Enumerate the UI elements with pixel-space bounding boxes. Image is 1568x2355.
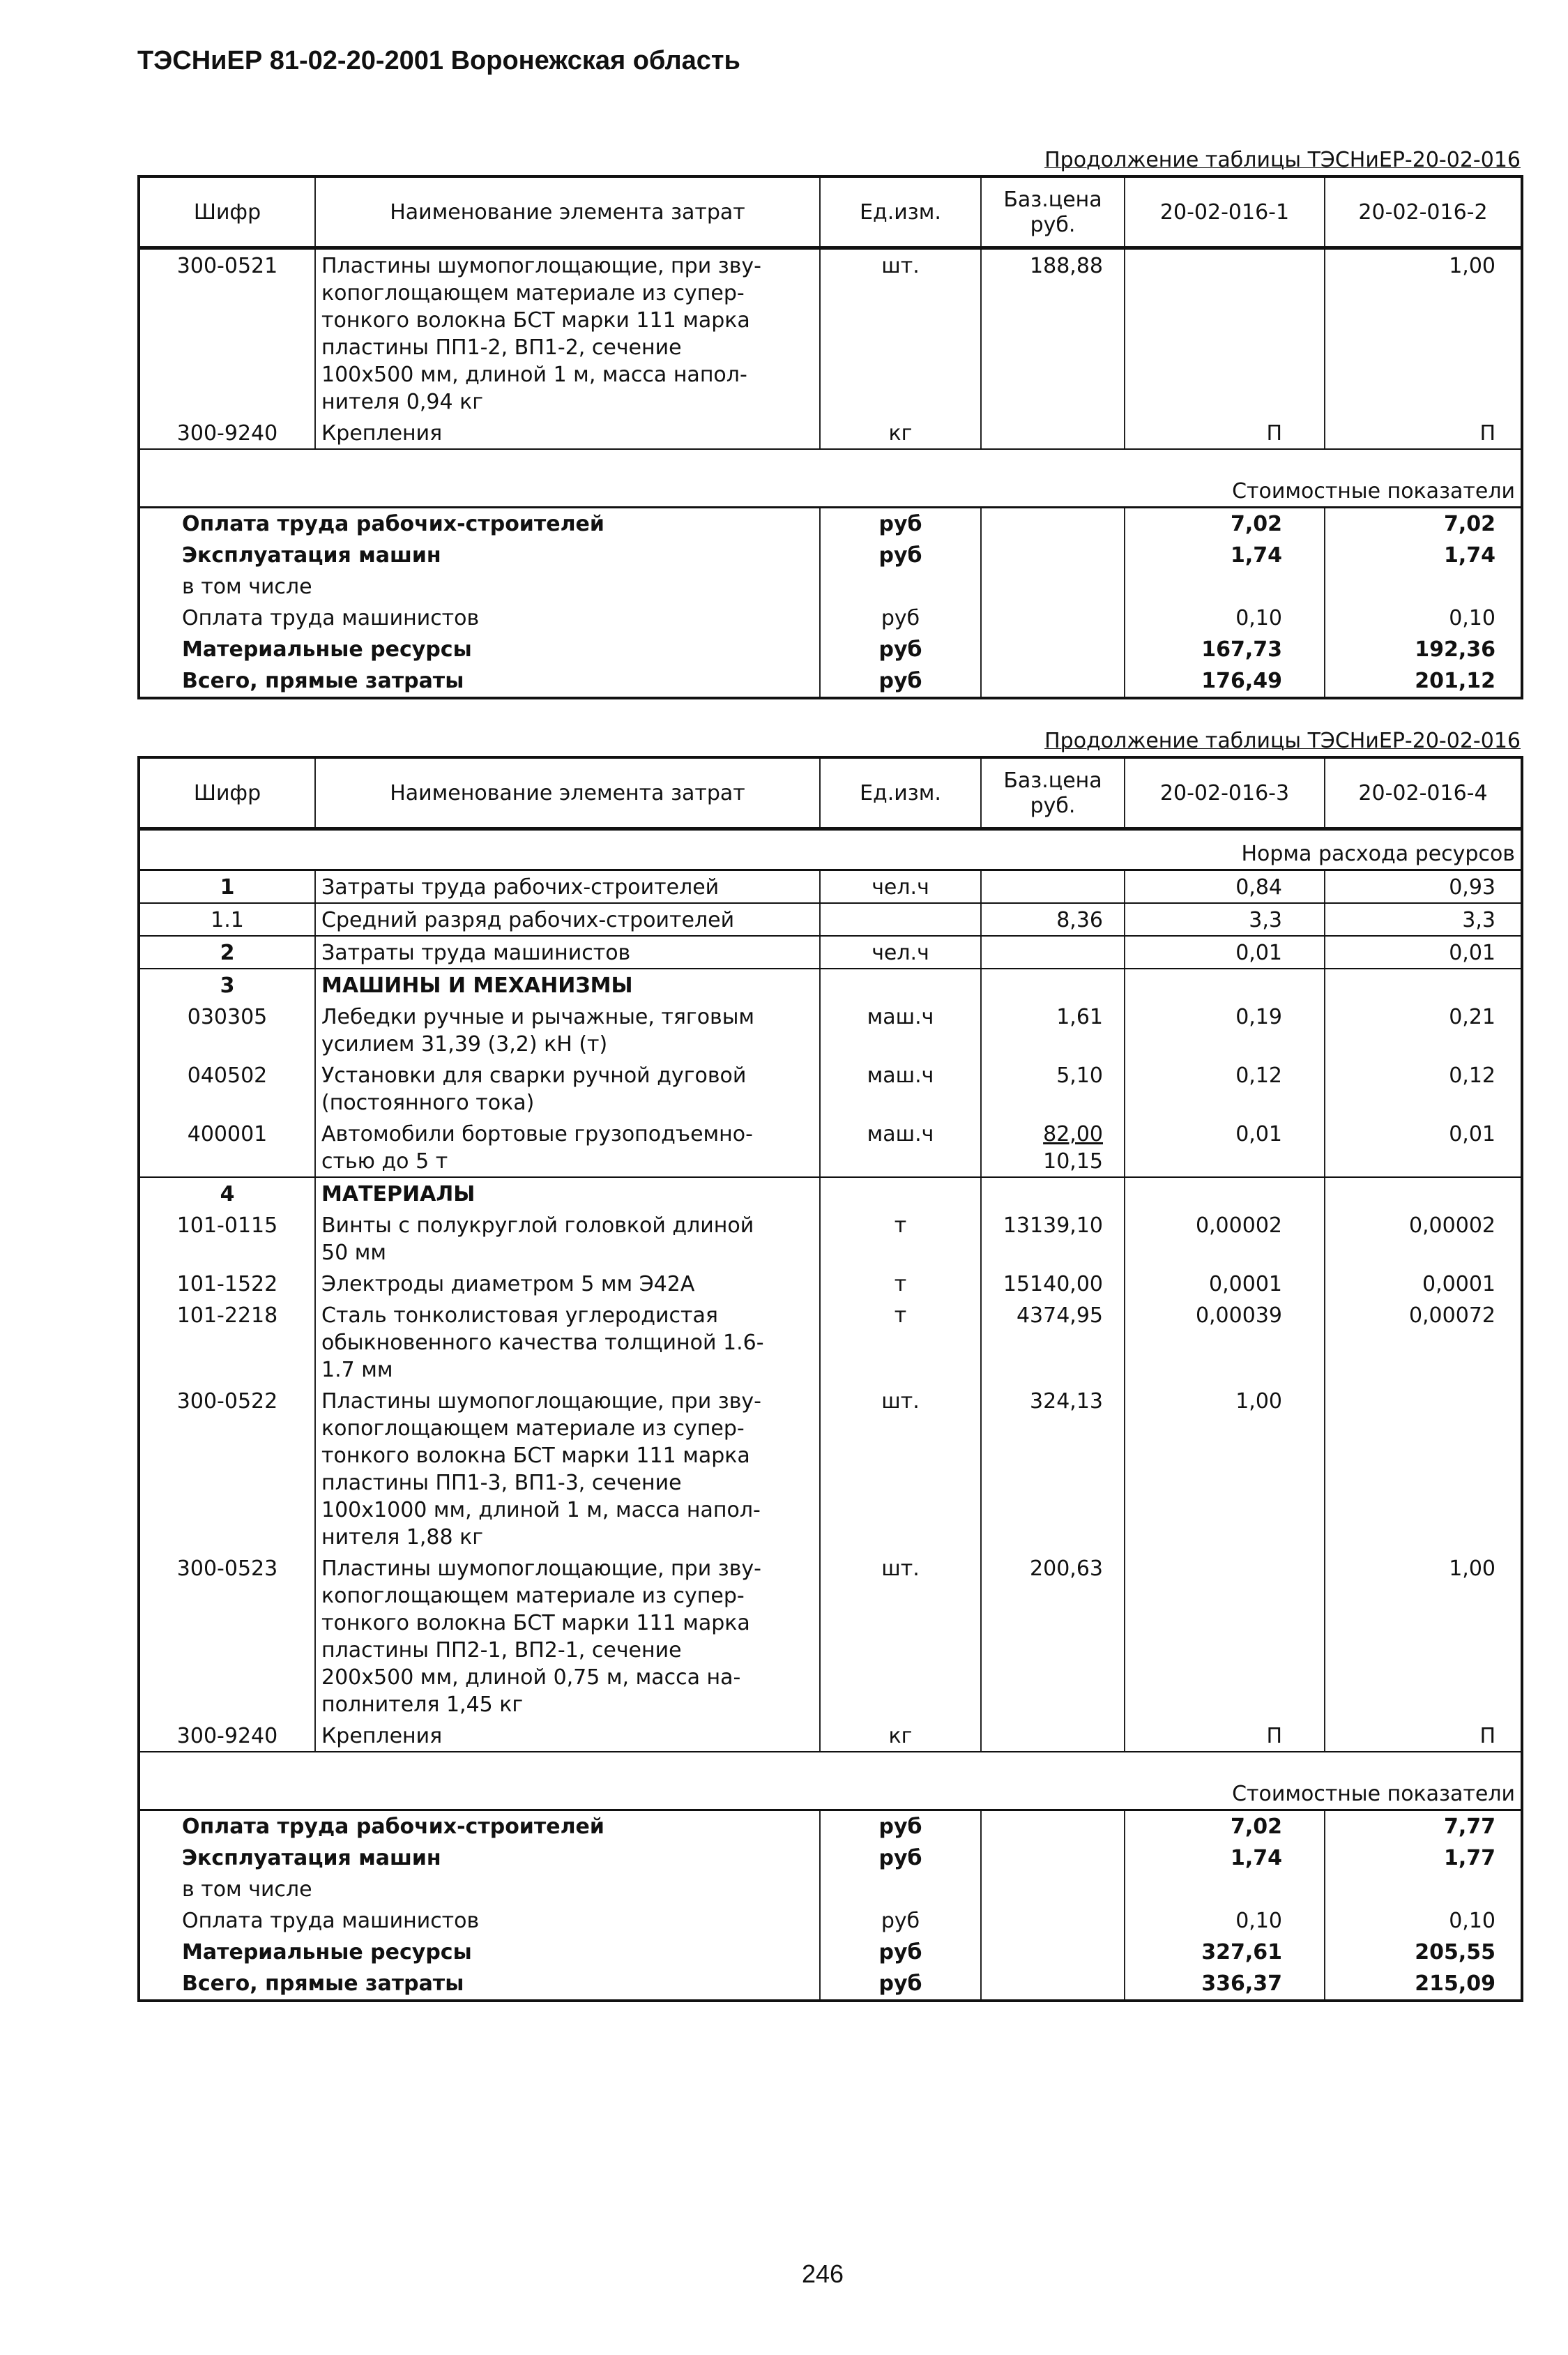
table-row	[139, 1059, 1522, 1118]
cost-value-1: 1,74	[1125, 1842, 1325, 1874]
price-value: 15140,00	[1003, 1272, 1103, 1296]
row-price	[981, 969, 1125, 1001]
cost-empty	[981, 634, 1125, 665]
row-value-2	[1325, 1177, 1522, 1209]
row-value-2: 0,93	[1325, 870, 1522, 904]
header-price: Баз.цена руб.	[981, 757, 1125, 829]
row-unit	[820, 903, 981, 936]
row-code: 300-0523	[139, 1552, 315, 1720]
cost-value-2: 0,10	[1325, 1905, 1522, 1937]
row-value-2: 0,01	[1325, 936, 1522, 969]
table-row	[139, 1720, 1522, 1752]
cost-value-2: 1,77	[1325, 1842, 1522, 1874]
cost-name: Эксплуатация машин	[139, 540, 820, 571]
row-value-2: 0,01	[1325, 1118, 1522, 1177]
row-value-1	[1125, 1552, 1325, 1720]
cost-value-2: 205,55	[1325, 1937, 1522, 1968]
section-label: Норма расхода ресурсов	[139, 829, 1522, 870]
header-name: Наименование элемента затрат	[315, 176, 820, 248]
row-price	[981, 1385, 1125, 1552]
price-value: 1,61	[1056, 1005, 1103, 1029]
cost-row	[139, 571, 1522, 603]
header-code: Шифр	[139, 176, 315, 248]
cost-value-1: 327,61	[1125, 1937, 1325, 1968]
row-value-1: П	[1125, 1720, 1325, 1752]
row-value-2: 0,00072	[1325, 1299, 1522, 1385]
row-code: 2	[139, 936, 315, 969]
row-value-2: 0,21	[1325, 1001, 1522, 1059]
row-value-1: 0,01	[1125, 1118, 1325, 1177]
cost-empty	[981, 1905, 1125, 1937]
row-value-1	[1125, 969, 1325, 1001]
cost-value-1	[1125, 571, 1325, 603]
row-unit	[820, 969, 981, 1001]
row-name: МАШИНЫ И МЕХАНИЗМЫ	[315, 969, 820, 1001]
row-value-1	[1125, 1177, 1325, 1209]
cost-value-1: 1,74	[1125, 540, 1325, 571]
cost-unit	[820, 1874, 981, 1905]
row-value-1: 0,19	[1125, 1001, 1325, 1059]
row-value-2: П	[1325, 1720, 1522, 1752]
row-code: 300-9240	[139, 417, 315, 449]
cost-empty	[981, 1937, 1125, 1968]
row-price	[981, 1209, 1125, 1268]
header-price: Баз.цена руб.	[981, 176, 1125, 248]
cost-section-label: Стоимостные показатели	[139, 1752, 1522, 1810]
section-row	[139, 829, 1522, 870]
row-name: Крепления	[315, 1720, 820, 1752]
cost-row	[139, 540, 1522, 571]
header-norm-code: 20-02-016-1	[1125, 176, 1325, 248]
cost-value-1: 167,73	[1125, 634, 1325, 665]
row-name: Затраты труда машинистов	[315, 936, 820, 969]
page-number: 246	[802, 2259, 844, 2288]
price-value: 82,00	[1043, 1122, 1103, 1146]
cost-empty	[981, 1874, 1125, 1905]
row-code: 101-1522	[139, 1268, 315, 1299]
row-code: 101-0115	[139, 1209, 315, 1268]
price-value: 200,63	[1030, 1557, 1103, 1581]
table-row	[139, 1209, 1522, 1268]
row-code: 1.1	[139, 903, 315, 936]
header-norm-code: 20-02-016-2	[1325, 176, 1522, 248]
price-value: 4374,95	[1016, 1303, 1103, 1328]
row-price	[981, 1268, 1125, 1299]
cost-empty	[981, 508, 1125, 540]
row-code: 1	[139, 870, 315, 904]
header-norm-code: 20-02-016-3	[1125, 757, 1325, 829]
price-value-2: 10,15	[1043, 1149, 1103, 1174]
cost-unit: руб	[820, 540, 981, 571]
cost-value-2: 7,02	[1325, 508, 1522, 540]
row-price	[981, 870, 1125, 904]
cost-row	[139, 665, 1522, 698]
row-value-2: 3,3	[1325, 903, 1522, 936]
cost-row	[139, 1842, 1522, 1874]
row-value-1: 0,01	[1125, 936, 1325, 969]
cost-name: Всего, прямые затраты	[139, 1968, 820, 2001]
row-unit	[820, 1177, 981, 1209]
cost-empty	[981, 1810, 1125, 1843]
row-code: 4	[139, 1177, 315, 1209]
row-unit: кг	[820, 417, 981, 449]
cost-section-label: Стоимостные показатели	[139, 449, 1522, 508]
cost-value-2	[1325, 571, 1522, 603]
header-row	[139, 757, 1522, 829]
cost-unit: руб	[820, 634, 981, 665]
cost-name: Оплата труда рабочих-строителей	[139, 1810, 820, 1843]
table-row	[139, 903, 1522, 936]
cost-value-1: 336,37	[1125, 1968, 1325, 2001]
row-code: 101-2218	[139, 1299, 315, 1385]
row-value-1: П	[1125, 417, 1325, 449]
cost-value-2: 215,09	[1325, 1968, 1522, 2001]
table-row	[139, 1177, 1522, 1209]
cost-unit: руб	[820, 1810, 981, 1843]
cost-name: в том числе	[139, 1874, 820, 1905]
cost-name: Эксплуатация машин	[139, 1842, 820, 1874]
header-name: Наименование элемента затрат	[315, 757, 820, 829]
row-unit: чел.ч	[820, 936, 981, 969]
row-unit: маш.ч	[820, 1001, 981, 1059]
cost-unit	[820, 571, 981, 603]
cost-value-1: 7,02	[1125, 1810, 1325, 1843]
cost-empty	[981, 1968, 1125, 2001]
cost-value-1: 0,10	[1125, 603, 1325, 634]
header-norm-code: 20-02-016-4	[1325, 757, 1522, 829]
row-price	[981, 1552, 1125, 1720]
cost-row	[139, 508, 1522, 540]
cost-unit: руб	[820, 508, 981, 540]
row-unit: т	[820, 1268, 981, 1299]
row-name: Электроды диаметром 5 мм Э42А	[315, 1268, 820, 1299]
row-price	[981, 1001, 1125, 1059]
row-value-1: 0,00002	[1125, 1209, 1325, 1268]
header-unit: Ед.изм.	[820, 757, 981, 829]
row-value-2: 0,12	[1325, 1059, 1522, 1118]
row-price	[981, 1177, 1125, 1209]
cost-section-row	[139, 449, 1522, 508]
row-unit: чел.ч	[820, 870, 981, 904]
cost-value-2: 201,12	[1325, 665, 1522, 698]
cost-value-2: 0,10	[1325, 603, 1522, 634]
row-name: Пластины шумопоглощающие, при зву- копоглощающем материале из супер- тонкого волокна БСТ марки 111 марка пластины ПП1-3, ВП1-3, сечение 100х1000 мм, длиной 1 м, масса напол- нителя 1,88 кг	[315, 1385, 820, 1552]
row-code: 300-9240	[139, 1720, 315, 1752]
resource-table-1	[137, 175, 1523, 699]
row-unit: маш.ч	[820, 1059, 981, 1118]
price-value: 13139,10	[1003, 1213, 1103, 1238]
table-row	[139, 969, 1522, 1001]
cost-row	[139, 1937, 1522, 1968]
cost-name: Оплата труда машинистов	[139, 1905, 820, 1937]
row-code: 040502	[139, 1059, 315, 1118]
row-price	[981, 417, 1125, 449]
cost-unit: руб	[820, 1937, 981, 1968]
table-caption: Продолжение таблицы ТЭСНиЕР-20-02-016	[1044, 148, 1521, 172]
row-code: 300-0521	[139, 248, 315, 418]
row-name: Установки для сварки ручной дуговой (постоянного тока)	[315, 1059, 820, 1118]
cost-row	[139, 1874, 1522, 1905]
cost-name: Материальные ресурсы	[139, 1937, 820, 1968]
header-row	[139, 176, 1522, 248]
cost-value-1: 0,10	[1125, 1905, 1325, 1937]
row-name: Средний разряд рабочих-строителей	[315, 903, 820, 936]
row-unit: т	[820, 1209, 981, 1268]
cost-value-2: 1,74	[1325, 540, 1522, 571]
row-price	[981, 1720, 1125, 1752]
row-unit: маш.ч	[820, 1118, 981, 1177]
cost-value-2	[1325, 1874, 1522, 1905]
cost-empty	[981, 540, 1125, 571]
row-value-1: 0,12	[1125, 1059, 1325, 1118]
cost-value-1: 7,02	[1125, 508, 1325, 540]
row-unit: шт.	[820, 248, 981, 418]
table-caption: Продолжение таблицы ТЭСНиЕР-20-02-016	[1044, 729, 1521, 753]
row-code: 3	[139, 969, 315, 1001]
cost-empty	[981, 665, 1125, 698]
row-code: 300-0522	[139, 1385, 315, 1552]
table-row	[139, 1385, 1522, 1552]
cost-section-row	[139, 1752, 1522, 1810]
header-code: Шифр	[139, 757, 315, 829]
row-value-2: П	[1325, 417, 1522, 449]
row-unit: кг	[820, 1720, 981, 1752]
cost-empty	[981, 1842, 1125, 1874]
cost-value-2: 7,77	[1325, 1810, 1522, 1843]
cost-name: Всего, прямые затраты	[139, 665, 820, 698]
row-name: Винты с полукруглой головкой длиной 50 мм	[315, 1209, 820, 1268]
cost-row	[139, 1810, 1522, 1843]
row-price	[981, 1059, 1125, 1118]
row-price	[981, 248, 1125, 418]
row-value-1: 0,0001	[1125, 1268, 1325, 1299]
row-price	[981, 936, 1125, 969]
cost-name: Материальные ресурсы	[139, 634, 820, 665]
row-name: Затраты труда рабочих-строителей	[315, 870, 820, 904]
row-code: 030305	[139, 1001, 315, 1059]
cost-value-1: 176,49	[1125, 665, 1325, 698]
cost-name: Оплата труда машинистов	[139, 603, 820, 634]
row-price	[981, 1299, 1125, 1385]
table-row	[139, 1001, 1522, 1059]
row-name: Лебедки ручные и рычажные, тяговым усилием 31,39 (3,2) кН (т)	[315, 1001, 820, 1059]
price-value: 324,13	[1030, 1389, 1103, 1414]
cost-value-2: 192,36	[1325, 634, 1522, 665]
table-row	[139, 1299, 1522, 1385]
row-value-2: 1,00	[1325, 1552, 1522, 1720]
cost-name: Оплата труда рабочих-строителей	[139, 508, 820, 540]
row-name: Крепления	[315, 417, 820, 449]
row-name: Пластины шумопоглощающие, при зву- копоглощающем материале из супер- тонкого волокна БСТ марки 111 марка пластины ПП1-2, ВП1-2, сечение 100х500 мм, длиной 1 м, масса напол- нителя 0,94 кг	[315, 248, 820, 418]
cost-row	[139, 634, 1522, 665]
row-name: Автомобили бортовые грузоподъемно- стью до 5 т	[315, 1118, 820, 1177]
document-title: ТЭСНиЕР 81-02-20-2001 Воронежская область	[137, 46, 740, 75]
row-price	[981, 903, 1125, 936]
cost-unit: руб	[820, 1905, 981, 1937]
row-unit: шт.	[820, 1552, 981, 1720]
cost-value-1	[1125, 1874, 1325, 1905]
row-name: МАТЕРИАЛЫ	[315, 1177, 820, 1209]
cost-unit: руб	[820, 665, 981, 698]
row-value-1: 0,00039	[1125, 1299, 1325, 1385]
table-row	[139, 1268, 1522, 1299]
row-value-2	[1325, 1385, 1522, 1552]
resource-table-2	[137, 756, 1523, 2002]
price-value: 5,10	[1056, 1063, 1103, 1088]
table-row	[139, 1118, 1522, 1177]
table-row	[139, 1552, 1522, 1720]
header-unit: Ед.изм.	[820, 176, 981, 248]
row-value-2: 0,00002	[1325, 1209, 1522, 1268]
table-row	[139, 417, 1522, 449]
row-unit: т	[820, 1299, 981, 1385]
row-name: Пластины шумопоглощающие, при зву- копоглощающем материале из супер- тонкого волокна БСТ марки 111 марка пластины ПП2-1, ВП2-1, сечение 200х500 мм, длиной 0,75 м, масса на- полнителя 1,45 кг	[315, 1552, 820, 1720]
table-row	[139, 248, 1522, 418]
row-code: 400001	[139, 1118, 315, 1177]
cost-name: в том числе	[139, 571, 820, 603]
cost-row	[139, 1905, 1522, 1937]
row-unit: шт.	[820, 1385, 981, 1552]
cost-row	[139, 603, 1522, 634]
row-value-2	[1325, 969, 1522, 1001]
row-price	[981, 1118, 1125, 1177]
row-value-1: 1,00	[1125, 1385, 1325, 1552]
row-value-2: 1,00	[1325, 248, 1522, 418]
row-value-1	[1125, 248, 1325, 418]
cost-row	[139, 1968, 1522, 2001]
cost-empty	[981, 571, 1125, 603]
price-value: 8,36	[1056, 908, 1103, 932]
row-name: Сталь тонколистовая углеродистая обыкновенного качества толщиной 1.6- 1.7 мм	[315, 1299, 820, 1385]
cost-unit: руб	[820, 1842, 981, 1874]
row-value-2: 0,0001	[1325, 1268, 1522, 1299]
row-value-1: 0,84	[1125, 870, 1325, 904]
cost-unit: руб	[820, 1968, 981, 2001]
cost-empty	[981, 603, 1125, 634]
cost-unit: руб	[820, 603, 981, 634]
table-row	[139, 870, 1522, 904]
table-row	[139, 936, 1522, 969]
row-value-1: 3,3	[1125, 903, 1325, 936]
price-value: 188,88	[1030, 254, 1103, 278]
